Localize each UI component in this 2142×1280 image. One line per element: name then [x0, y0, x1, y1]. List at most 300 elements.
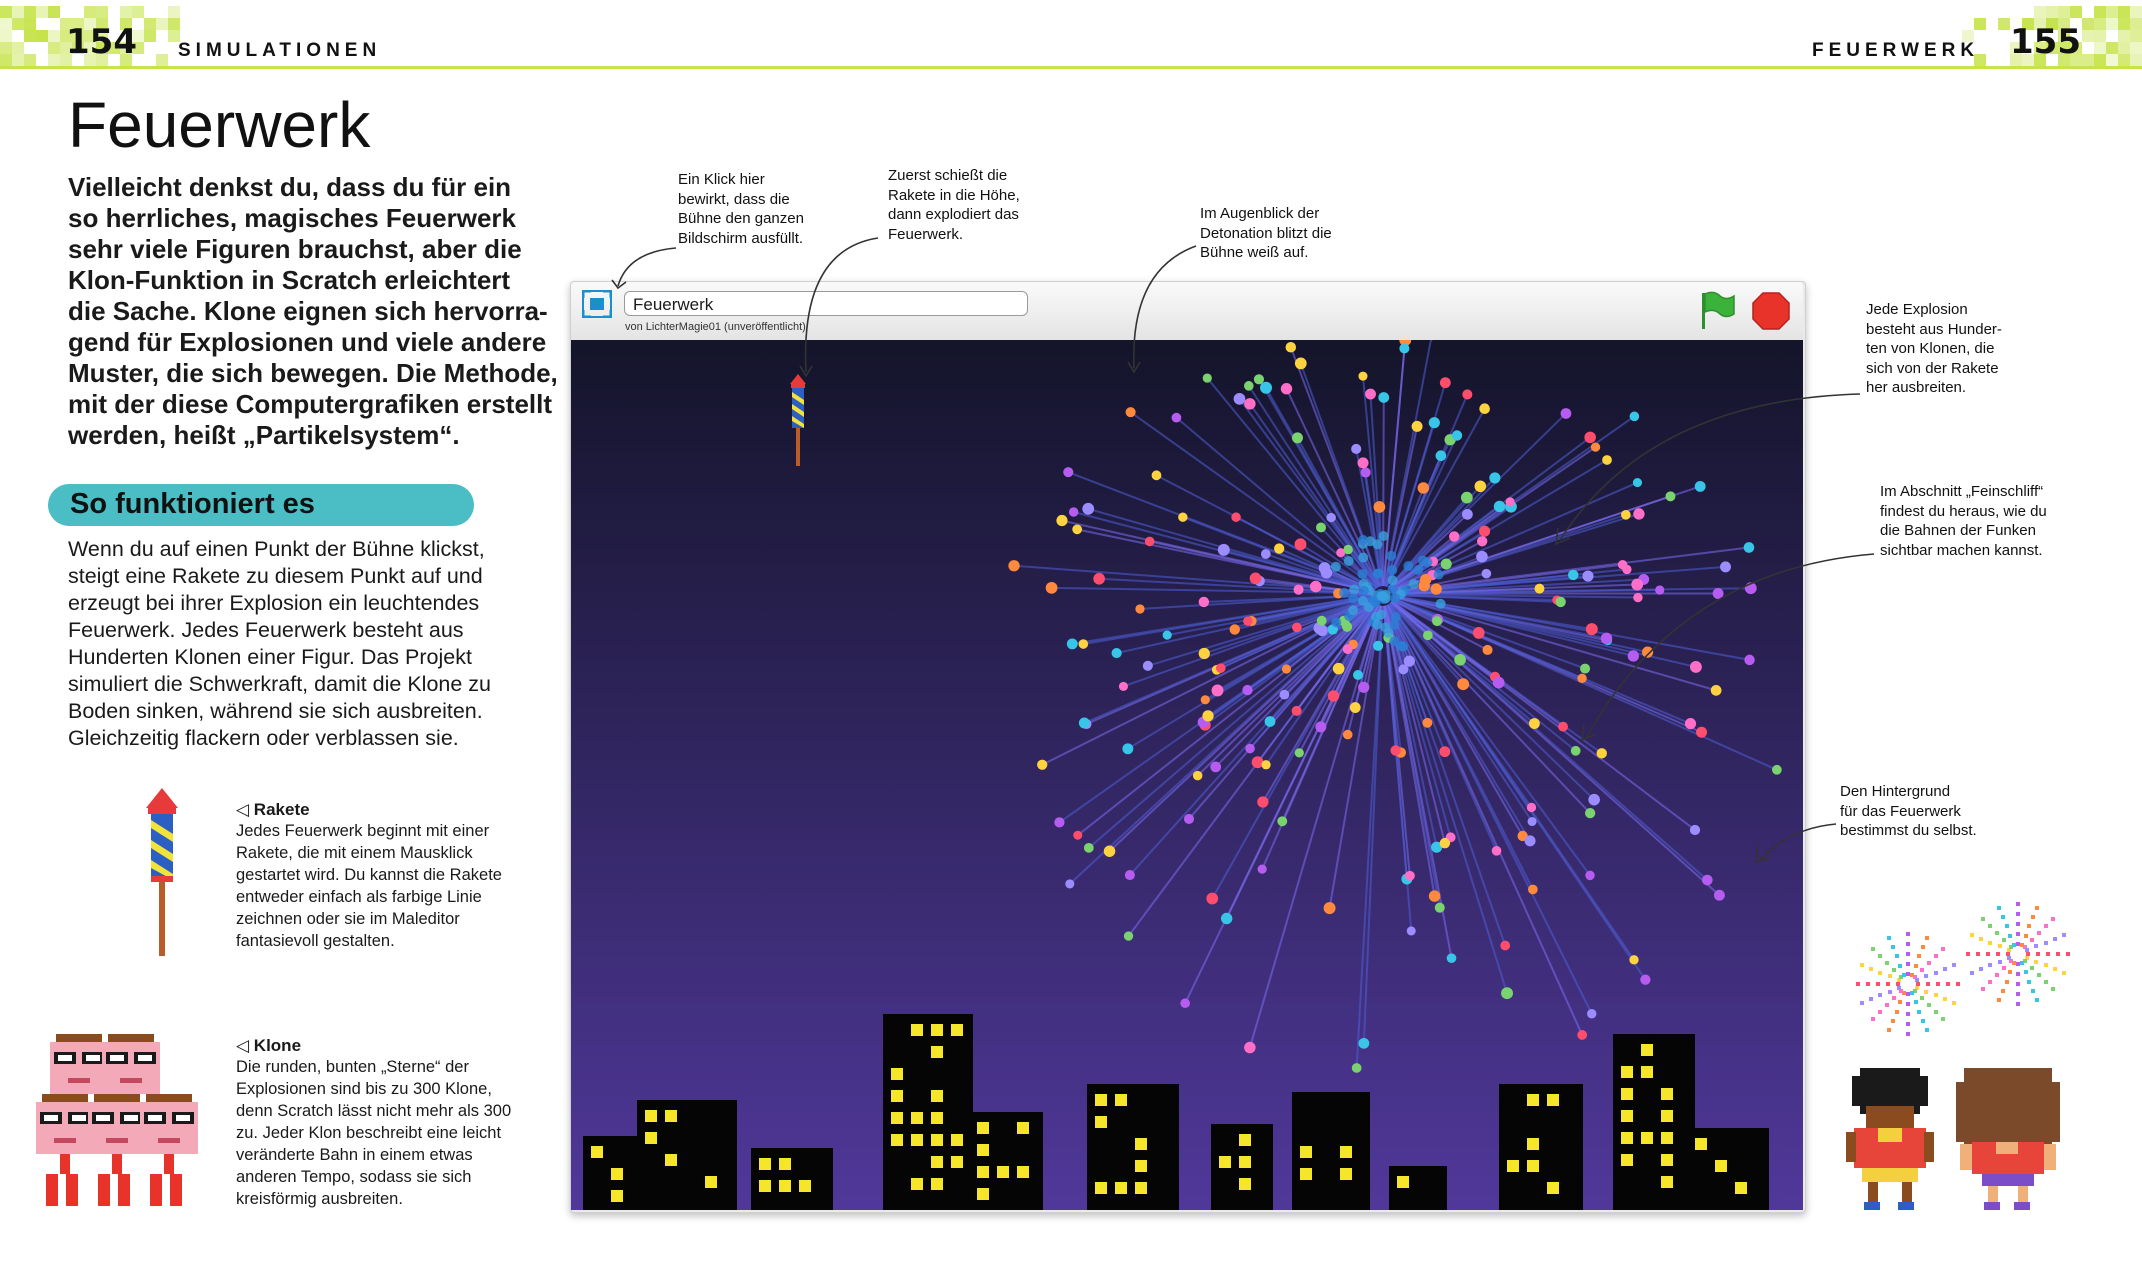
pixel-spark	[1934, 993, 1938, 997]
annotation-flash	[1200, 204, 1380, 263]
pixel-spark	[1926, 982, 1930, 986]
body-line: Hunderten Klonen einer Figur. Das Projekt	[68, 645, 472, 669]
pixel-spark	[2062, 933, 2066, 937]
building-window	[951, 1156, 963, 1168]
building-window	[779, 1180, 791, 1192]
spark-clone	[1180, 998, 1190, 1008]
building-window	[891, 1134, 903, 1146]
fullscreen-icon[interactable]	[582, 290, 612, 318]
note-line: her ausbreiten.	[1866, 379, 1967, 396]
spark-clone	[1398, 664, 1408, 674]
header-pixel	[2046, 6, 2058, 18]
pixel-spark	[2062, 971, 2066, 975]
pixel-spark	[1927, 1003, 1931, 1007]
header-pixel	[24, 6, 36, 18]
clone-leg	[98, 1174, 110, 1206]
pixel-spark	[1970, 971, 1974, 975]
building-window	[645, 1110, 657, 1122]
building-window	[931, 1156, 943, 1168]
building-window	[1239, 1178, 1251, 1190]
spark-clone	[1326, 513, 1335, 522]
building-window	[1300, 1168, 1312, 1180]
spark-clone	[1580, 664, 1590, 674]
header-pixel	[2118, 42, 2130, 54]
spark-clone	[1274, 543, 1284, 553]
pixel-spark	[1887, 1028, 1891, 1032]
pixel-spark	[2016, 902, 2020, 906]
spark-clone	[1286, 342, 1297, 353]
pixel-spark	[2005, 924, 2009, 928]
spark-clone	[1696, 727, 1707, 738]
spark-clone	[1079, 718, 1090, 729]
header-pixel	[2106, 6, 2118, 18]
spark-clone	[1361, 467, 1371, 477]
pixel-spark	[1927, 961, 1931, 965]
building-window	[665, 1154, 677, 1166]
stop-sign-icon[interactable]	[1752, 292, 1790, 330]
note-line: Im Abschnitt „Feinschliff“	[1880, 483, 2044, 500]
pixel-spark	[1891, 945, 1895, 949]
clone-leg	[118, 1174, 130, 1206]
page-number-right: 155	[2010, 22, 2081, 62]
header-pixel	[2094, 6, 2106, 18]
spark-clone	[1685, 718, 1696, 729]
header-pixel	[0, 6, 12, 18]
spark-clone	[1065, 879, 1074, 888]
pixel-spark	[2008, 934, 2012, 938]
annotation-background	[1840, 782, 2020, 841]
building-window	[977, 1188, 989, 1200]
spark-core	[1436, 599, 1446, 609]
rocket-sprite-icon	[140, 786, 184, 958]
pixel-spark	[1897, 986, 1901, 990]
building-window	[1547, 1094, 1559, 1106]
spark-clone	[1476, 551, 1488, 563]
pixel-spark	[1888, 990, 1892, 994]
building-window	[799, 1180, 811, 1192]
header-pixel	[2106, 42, 2118, 54]
spark-trail	[1383, 397, 1384, 586]
pixel-spark	[1906, 952, 1910, 956]
pixel-spark	[2035, 998, 2039, 1002]
caption-line: Jedes Feuerwerk beginnt mit einer	[236, 822, 490, 840]
pixel-spark	[1860, 963, 1864, 967]
header-pixel	[0, 54, 12, 66]
pixel-spark	[1952, 963, 1956, 967]
spark-clone	[1461, 492, 1473, 504]
spark-clone	[1315, 721, 1326, 732]
header-pixel	[2082, 30, 2094, 42]
pixel-kids-icon	[1840, 1062, 2130, 1212]
spark-clone	[1591, 442, 1600, 451]
pixel-spark	[2024, 934, 2028, 938]
building-window	[911, 1134, 923, 1146]
pixel-spark	[2016, 962, 2020, 966]
pixel-spark	[1920, 968, 1924, 972]
spark-clone	[1690, 825, 1700, 835]
pixel-spark	[2044, 980, 2048, 984]
pixel-spark	[1876, 982, 1880, 986]
header-pixel	[2082, 18, 2094, 30]
pixel-spark	[1970, 933, 1974, 937]
spark-clone	[1772, 765, 1782, 775]
header-pixel	[0, 42, 12, 54]
pixel-spark	[1934, 1010, 1938, 1014]
header-pixel	[144, 18, 156, 30]
spark-clone	[1577, 1030, 1587, 1040]
rocket-caption	[236, 800, 536, 952]
pixel-spark	[1916, 982, 1920, 986]
spark-clone	[1585, 808, 1595, 818]
header-pixel	[2106, 54, 2118, 66]
spark-core	[1372, 620, 1382, 630]
project-title-field[interactable]: Feuerwerk	[624, 291, 1028, 316]
spark-clone	[1702, 875, 1713, 886]
spark-clone	[1601, 633, 1613, 645]
intro-paragraph	[68, 172, 558, 451]
header-pixel	[2130, 54, 2142, 66]
pixel-spark	[1988, 924, 1992, 928]
spark-clone	[1124, 931, 1133, 940]
pixel-spark	[1943, 967, 1947, 971]
building-window	[1095, 1182, 1107, 1194]
spark-clone	[1527, 803, 1536, 812]
clones-sprite-icon	[36, 1034, 226, 1212]
spark-clone	[1244, 381, 1254, 391]
header-pixel	[2094, 30, 2106, 42]
spark-clone	[1588, 794, 1600, 806]
spark-core	[1413, 565, 1423, 575]
spark-core	[1422, 557, 1432, 567]
header-pixel	[2070, 6, 2082, 18]
spark-core	[1403, 561, 1413, 571]
caption-line: Die runden, bunten „Sterne“ der	[236, 1058, 469, 1076]
pixel-spark	[1860, 1001, 1864, 1005]
header-pixel	[156, 54, 168, 66]
spark-clone	[1343, 644, 1353, 654]
spark-core	[1376, 591, 1386, 601]
spark-core	[1331, 617, 1341, 627]
spark-clone	[1292, 706, 1302, 716]
spark-clone	[1365, 389, 1376, 400]
pixel-spark	[1924, 990, 1928, 994]
spark-clone	[1152, 470, 1162, 480]
spark-clone	[1212, 685, 1224, 697]
annotation-fullscreen	[678, 170, 838, 248]
pixel-spark	[1921, 945, 1925, 949]
pixel-spark	[1896, 982, 1900, 986]
header-pixel	[120, 6, 132, 18]
spark-clone	[1104, 846, 1115, 857]
spark-clone	[1056, 515, 1067, 526]
building-window	[1641, 1132, 1653, 1144]
building-window	[759, 1158, 771, 1170]
spark-core	[1331, 562, 1341, 572]
spark-clone	[1429, 890, 1440, 901]
clone-figure	[88, 1094, 146, 1174]
pixel-spark	[2030, 966, 2034, 970]
spark-clone	[1374, 501, 1386, 513]
header-pixel	[24, 18, 36, 30]
building-window	[911, 1178, 923, 1190]
pixel-spark	[1988, 941, 1992, 945]
spark-clone	[1201, 695, 1210, 704]
spark-clone	[1310, 581, 1322, 593]
pixel-spark	[2044, 963, 2048, 967]
pixel-spark	[2027, 980, 2031, 984]
note-line: Bühne weiß auf.	[1200, 244, 1309, 261]
annotation-explosion	[1866, 300, 2036, 398]
caption-line: fantasievoll gestalten.	[236, 932, 395, 950]
spark-clone	[1525, 835, 1536, 846]
caption-line: denn Scratch lässt nicht mehr als 300	[236, 1102, 512, 1120]
pixel-spark	[1995, 931, 1999, 935]
body-line: Feuerwerk. Jedes Feuerwerk besteht aus	[68, 618, 464, 642]
header-pixel	[1974, 18, 1986, 30]
caption-line: anderen Tempo, sodass sie sich	[236, 1168, 472, 1186]
spark-core	[1358, 535, 1368, 545]
spark-clone	[1112, 648, 1122, 658]
spark-clone	[1265, 716, 1276, 727]
spark-clone	[1257, 796, 1268, 807]
spark-clone	[1352, 1063, 1362, 1073]
note-line: sich von der Rakete	[1866, 359, 1999, 377]
spark-clone	[1373, 641, 1383, 651]
spark-clone	[1260, 382, 1272, 394]
green-flag-icon[interactable]	[1698, 290, 1736, 332]
pixel-spark	[1885, 1003, 1889, 1007]
spark-core	[1358, 552, 1368, 562]
pixel-spark	[1891, 1019, 1895, 1023]
header-pixel	[84, 6, 96, 18]
spark-clone	[1295, 358, 1307, 370]
spark-clone	[1221, 913, 1232, 924]
pixel-spark	[1878, 1010, 1882, 1014]
section-label-left: SIMULATIONEN	[178, 40, 382, 61]
header-pixel	[2058, 6, 2070, 18]
pixel-spark	[1943, 997, 1947, 1001]
spark-clone	[1629, 955, 1638, 964]
spark-clone	[1631, 579, 1643, 591]
caption-line: Explosionen sind bis zu 300 Klone,	[236, 1080, 492, 1098]
spark-clone	[1261, 760, 1270, 769]
intro-line: die Sache. Klone eignen sich hervorra-	[68, 296, 548, 326]
spark-clone	[1479, 526, 1490, 537]
spark-clone	[1245, 744, 1255, 754]
pixel-spark	[1924, 974, 1928, 978]
spark-clone	[1342, 622, 1352, 632]
spark-clone	[1582, 570, 1593, 581]
caption-line: kreisförmig ausbreiten.	[236, 1190, 403, 1208]
pixel-spark	[2026, 952, 2030, 956]
spark-clone	[1452, 430, 1462, 440]
building-window	[1547, 1182, 1559, 1194]
caption-line: zeichnen oder sie im Maleditor	[236, 910, 460, 928]
spark-clone	[1078, 639, 1088, 649]
pixel-spark	[1997, 998, 2001, 1002]
pixel-spark	[1998, 944, 2002, 948]
pixel-spark	[1888, 974, 1892, 978]
spark-clone	[1082, 503, 1094, 515]
spark-clone	[1745, 582, 1757, 594]
building-window	[931, 1134, 943, 1146]
spark-clone	[1412, 421, 1423, 432]
pixel-spark	[1988, 963, 1992, 967]
building-window	[891, 1068, 903, 1080]
spark-clone	[1602, 455, 1612, 465]
pixel-spark	[1895, 954, 1899, 958]
spark-clone	[1234, 393, 1246, 405]
clone-leg	[170, 1174, 182, 1206]
body-line: erzeugt bei ihrer Explosion ein leuchtendes	[68, 591, 480, 615]
spark-clone	[1316, 522, 1326, 532]
spark-clone	[1343, 545, 1352, 554]
spark-clone	[1633, 593, 1642, 602]
spark-clone	[1419, 580, 1430, 591]
spark-clone	[1350, 702, 1361, 713]
pixel-spark	[1988, 980, 1992, 984]
building-window	[1527, 1094, 1539, 1106]
spark-clone	[1454, 654, 1466, 666]
pixel-spark	[2024, 970, 2028, 974]
building-window	[779, 1158, 791, 1170]
pixel-spark	[1878, 954, 1882, 958]
spark-clone	[1063, 467, 1073, 477]
building-window	[611, 1190, 623, 1202]
pixel-spark	[1952, 1001, 1956, 1005]
pixel-spark	[1885, 961, 1889, 965]
clones-caption-heading: ◁ Klone	[236, 1036, 302, 1055]
header-pixel	[2094, 54, 2106, 66]
pixel-spark	[1925, 936, 1929, 940]
clone-leg	[46, 1174, 58, 1206]
rocket-caption-heading: ◁ Rakete	[236, 800, 310, 819]
building-window	[931, 1090, 943, 1102]
note-line: dann explodiert das	[888, 206, 1019, 223]
spark-clone	[1642, 647, 1653, 658]
spark-clone	[1528, 885, 1538, 895]
spark-clone	[1231, 512, 1241, 522]
pixel-spark	[2046, 952, 2050, 956]
building-window	[1340, 1146, 1352, 1158]
spark-clone	[1250, 573, 1262, 585]
spark-clone	[1618, 560, 1627, 569]
pixel-spark	[2066, 952, 2070, 956]
spark-clone	[1431, 584, 1442, 595]
note-line: Ein Klick hier	[678, 171, 765, 188]
header-pixel	[24, 54, 36, 66]
spark-clone	[1695, 481, 1706, 492]
stage-canvas[interactable]	[571, 340, 1803, 1210]
pixel-spark	[1936, 982, 1940, 986]
note-line: Feuerwerk.	[888, 225, 964, 243]
pixel-spark	[2008, 970, 2012, 974]
pixel-spark	[1979, 937, 1983, 941]
note-line: besteht aus Hunder-	[1866, 320, 2002, 338]
pixel-spark	[1914, 1000, 1918, 1004]
building-window	[1135, 1160, 1147, 1172]
spark-clone	[1711, 685, 1722, 696]
spark-clone	[1407, 926, 1416, 935]
spark-clone	[1457, 678, 1469, 690]
pixel-spark	[1878, 993, 1882, 997]
spark-clone	[1277, 816, 1287, 826]
pixel-spark	[1871, 1017, 1875, 1021]
spark-clone	[1586, 623, 1598, 635]
spark-clone	[1294, 585, 1304, 595]
spark-clone	[1125, 870, 1135, 880]
building-window	[1300, 1146, 1312, 1158]
header-pixel	[168, 18, 180, 30]
pixel-spark	[2016, 972, 2020, 976]
spark-clone	[1244, 1042, 1256, 1054]
caption-line: gestartet wird. Du kannst die Rakete	[236, 866, 502, 884]
pixel-spark	[2002, 938, 2006, 942]
clone-figure	[36, 1094, 94, 1174]
pixel-spark	[2027, 924, 2031, 928]
spark-clone	[1319, 562, 1331, 574]
pixel-spark	[2016, 932, 2020, 936]
building-window	[705, 1176, 717, 1188]
intro-line: Klon-Funktion in Scratch erleichtert	[68, 265, 511, 295]
building-window	[1135, 1138, 1147, 1150]
pixel-spark	[1941, 1017, 1945, 1021]
pixel-spark	[2036, 952, 2040, 956]
spark-clone	[1280, 690, 1290, 700]
pixel-spark	[1966, 952, 1970, 956]
spark-clone	[1441, 558, 1452, 569]
page-title: Feuerwerk	[68, 89, 371, 161]
spark-clone	[1358, 372, 1367, 381]
pixel-spark	[1906, 1032, 1910, 1036]
note-line: Den Hintergrund	[1840, 783, 1951, 800]
building-window	[1661, 1110, 1673, 1122]
pixel-spark	[1946, 982, 1950, 986]
header-pixel	[2118, 30, 2130, 42]
spark-clone	[1477, 536, 1487, 546]
spark-core	[1357, 569, 1367, 579]
spark-clone	[1655, 585, 1664, 594]
clone-figure	[140, 1094, 198, 1174]
spark-clone	[1281, 383, 1292, 394]
pixel-spark	[1986, 952, 1990, 956]
spark-clone	[1494, 501, 1505, 512]
note-line: bestimmst du selbst.	[1840, 822, 1977, 839]
spark-clone	[1621, 510, 1631, 520]
pixel-spark	[2051, 987, 2055, 991]
building-window	[911, 1024, 923, 1036]
pixel-spark	[1906, 972, 1910, 976]
pixel-spark	[2016, 942, 2020, 946]
spark-core	[1348, 605, 1358, 615]
header-pixel	[2034, 6, 2046, 18]
building-window	[891, 1112, 903, 1124]
spark-clone	[1440, 838, 1450, 848]
pixel-spark	[1914, 964, 1918, 968]
spark-clone	[1093, 573, 1105, 585]
spark-core	[1373, 568, 1383, 578]
body-line: Wenn du auf einen Punkt der Bühne klickst,	[68, 537, 485, 561]
spark-core	[1388, 575, 1398, 585]
spark-clone	[1399, 343, 1409, 353]
spark-core	[1339, 588, 1349, 598]
pixel-spark	[2035, 906, 2039, 910]
note-line: ten von Klonen, die	[1866, 340, 1995, 357]
spark-core	[1344, 556, 1354, 566]
building-window	[759, 1180, 771, 1192]
spark-clone	[1163, 631, 1172, 640]
spark-clone	[1390, 745, 1400, 755]
